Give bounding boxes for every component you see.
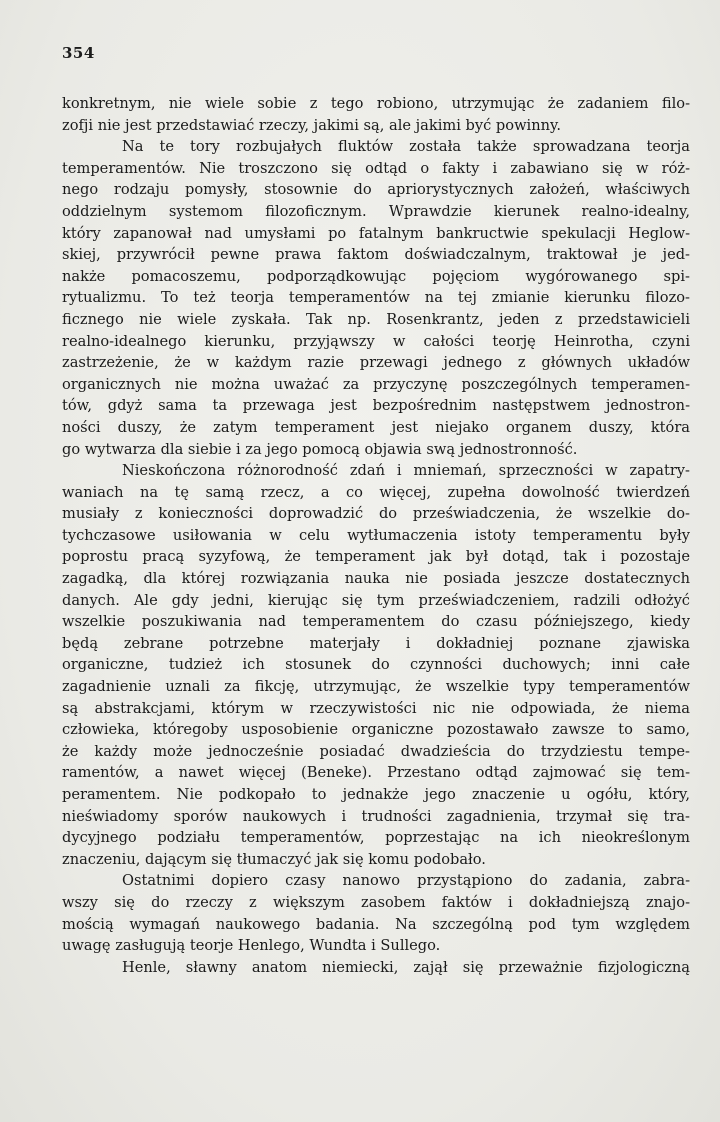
text-line: danych. Ale gdy jedni, kierując się tym przeświadczeniem, radzili odłożyć (62, 591, 690, 609)
page-number: 354 (62, 44, 95, 62)
text-line: że każdy może jednocześnie posiadać dwadzieścia do trzydziestu tempe- (62, 742, 690, 760)
text-line: który zapanował nad umysłami po fatalnym bankructwie spekulacji Heglow- (62, 224, 690, 242)
text-line: realno-idealnego kierunku, przyjąwszy w całości teorję Heinrotha, czyni (62, 332, 690, 350)
text-line: mością wymagań naukowego badania. Na szczególną pod tym względem (62, 915, 690, 933)
text-line: człowieka, któregoby usposobienie organiczne pozostawało zawsze to samo, (62, 721, 690, 739)
text-line: dycyjnego podziału temperamentów, poprzestając na ich nieokreślonym (62, 829, 690, 847)
text-line: oddzielnym systemom filozoficznym. Wprawdzie kierunek realno-idealny, (62, 202, 690, 220)
text-line: zagadką, dla której rozwiązania nauka nie posiada jeszcze dostatecznych (62, 570, 690, 588)
text-line: nego rodzaju pomysły, stosownie do apriorystycznych założeń, właściwych (62, 181, 690, 199)
text-line: Ostatnimi dopiero czasy nanowo przystąpiono do zadania, zabra- (122, 872, 690, 890)
text-line: są abstrakcjami, którym w rzeczywistości nic nie odpowiada, że niema (62, 699, 690, 717)
text-line: tów, gdyż sama ta przewaga jest bezpośrednim następstwem jednostron- (62, 397, 690, 415)
text-line: konkretnym, nie wiele sobie z tego robiono, utrzymując że zadaniem filo- (62, 95, 690, 112)
text-line: będą zebrane potrzebne materjały i dokładniej poznane zjawiska (62, 634, 690, 652)
text-line: ramentów, a nawet więcej (Beneke). Przestano odtąd zajmować się tem- (62, 764, 690, 782)
text-line: skiej, przywrócił pewne prawa faktom doświadczalnym, traktował je jed- (62, 246, 690, 264)
text-line: Na te tory rozbujałych fluktów została także sprowadzana teorja (122, 138, 690, 156)
text-line: zagadnienie uznali za fikcję, utrzymując, że wszelkie typy temperamentów (62, 678, 690, 696)
text-line: nakże pomacoszemu, podporządkowując pojęciom wygórowanego spi- (62, 267, 690, 285)
text-line: nieświadomy sporów naukowych i trudności zagadnienia, trzymał się tra- (62, 807, 690, 825)
text-line: tychczasowe usiłowania w celu wytłumaczenia istoty temperamentu były (62, 526, 690, 544)
text-line: ficznego nie wiele zyskała. Tak np. Rosenkrantz, jeden z przedstawicieli (62, 310, 690, 328)
text-line: wszy się do rzeczy z większym zasobem faktów i dokładniejszą znajo- (62, 893, 690, 911)
text-line: musiały z konieczności doprowadzić do przeświadczenia, że wszelkie do- (62, 505, 690, 523)
text-line: zastrzeżenie, że w każdym razie przewagi jednego z głównych układów (62, 354, 690, 372)
text-line: peramentem. Nie podkopało to jednakże jego znaczenie u ogółu, który, (62, 786, 690, 803)
body-text (62, 93, 690, 978)
text-line: poprostu pracą syzyfową, że temperament jak był dotąd, tak i pozostaje (62, 548, 690, 566)
text-line: temperamentów. Nie troszczono się odtąd o fakty i zabawiano się w róż- (62, 159, 690, 177)
text-line: znaczeniu, dającym się tłumaczyć jak się komu podobało. (62, 850, 486, 868)
text-line: waniach na tę samą rzecz, a co więcej, zupełna dowolność twierdzeń (62, 483, 690, 501)
text-line: Henle, sławny anatom niemiecki, zajął się przeważnie fizjologiczną (122, 958, 690, 976)
text-line: organiczne, tudzież ich stosunek do czynności duchowych; inni całe (62, 656, 690, 674)
text-line: go wytwarza dla siebie i za jego pomocą objawia swą jednostronność. (62, 440, 578, 458)
text-line: organicznych nie można uważać za przyczynę poszczególnych temperamen- (62, 375, 690, 393)
text-line: ności duszy, że zatym temperament jest niejako organem duszy, która (62, 418, 690, 436)
text-line: zofji nie jest przedstawiać rzeczy, jakimi są, ale jakimi być powinny. (62, 116, 561, 134)
text-line: Nieskończona różnorodność zdań i mniemań, sprzeczności w zapatry- (122, 462, 690, 480)
text-line: uwagę zasługują teorje Henlego, Wundta i Sullego. (62, 937, 441, 955)
text-line: rytualizmu. To też teorja temperamentów na tej zmianie kierunku filozo- (62, 289, 690, 307)
text-line: wszelkie poszukiwania nad temperamentem do czasu późniejszego, kiedy (62, 613, 690, 631)
